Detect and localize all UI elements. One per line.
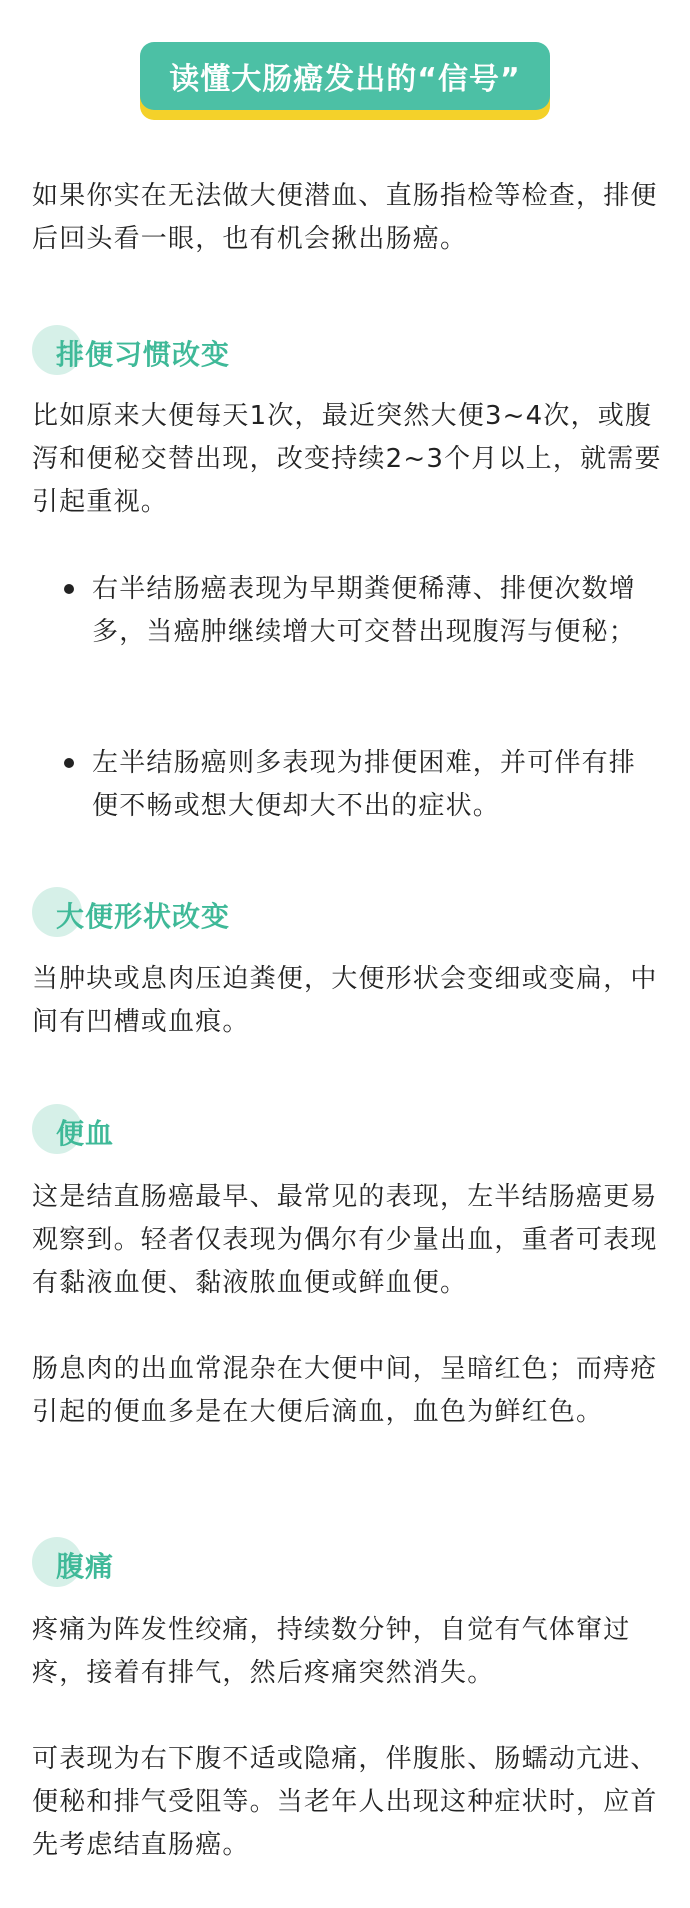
abdominal-pain-paragraph-2: 可表现为右下腹不适或隐痛，伴腹胀、肠蠕动亢进、便秘和排气受阻等。当老年人出现这种症状时，应首先考虑结直肠癌。: [32, 1744, 658, 1860]
title-banner: [140, 42, 550, 120]
blood-in-stool-paragraph-2: 肠息肉的出血常混杂在大便中间，呈暗红色；而痔疮引起的便血多是在大便后滴血，血色为鲜红色。: [32, 1354, 658, 1427]
stool-shape-paragraph: 当肿块或息肉压迫粪便，大便形状会变细或变扁，中间有凹槽或血痕。: [32, 964, 658, 1037]
intro-paragraph: 如果你实在无法做大便潜血、直肠指检等检查，排便后回头看一眼，也有机会揪出肠癌。: [32, 181, 658, 254]
bowel-habit-paragraph: 比如原来大便每天1次，最近突然大便3~4次，或腹泻和便秘交替出现，改变持续2~3个月以上，就需要引起重视。: [32, 401, 662, 517]
bullet-dot-icon: [64, 584, 74, 594]
abdominal-pain-paragraph-1: 疼痛为阵发性绞痛，持续数分钟，自觉有气体窜过疼，接着有排气，然后疼痛突然消失。: [32, 1615, 631, 1688]
page-title: 读懂大肠癌发出的“信号”: [140, 42, 550, 110]
list-item: 左半结肠癌则多表现为排便困难，并可伴有排便不畅或想大便却大不出的症状。: [32, 742, 662, 828]
bullet-dot-icon: [64, 758, 74, 768]
blood-in-stool-paragraph-1: 这是结直肠癌最早、最常见的表现，左半结肠癌更易观察到。轻者仅表现为偶尔有少量出血，重者可表现有黏液血便、黏液脓血便或鲜血便。: [32, 1182, 658, 1298]
list-item: 右半结肠癌表现为早期粪便稀薄、排便次数增多，当癌肿继续增大可交替出现腹泻与便秘；: [32, 568, 662, 654]
